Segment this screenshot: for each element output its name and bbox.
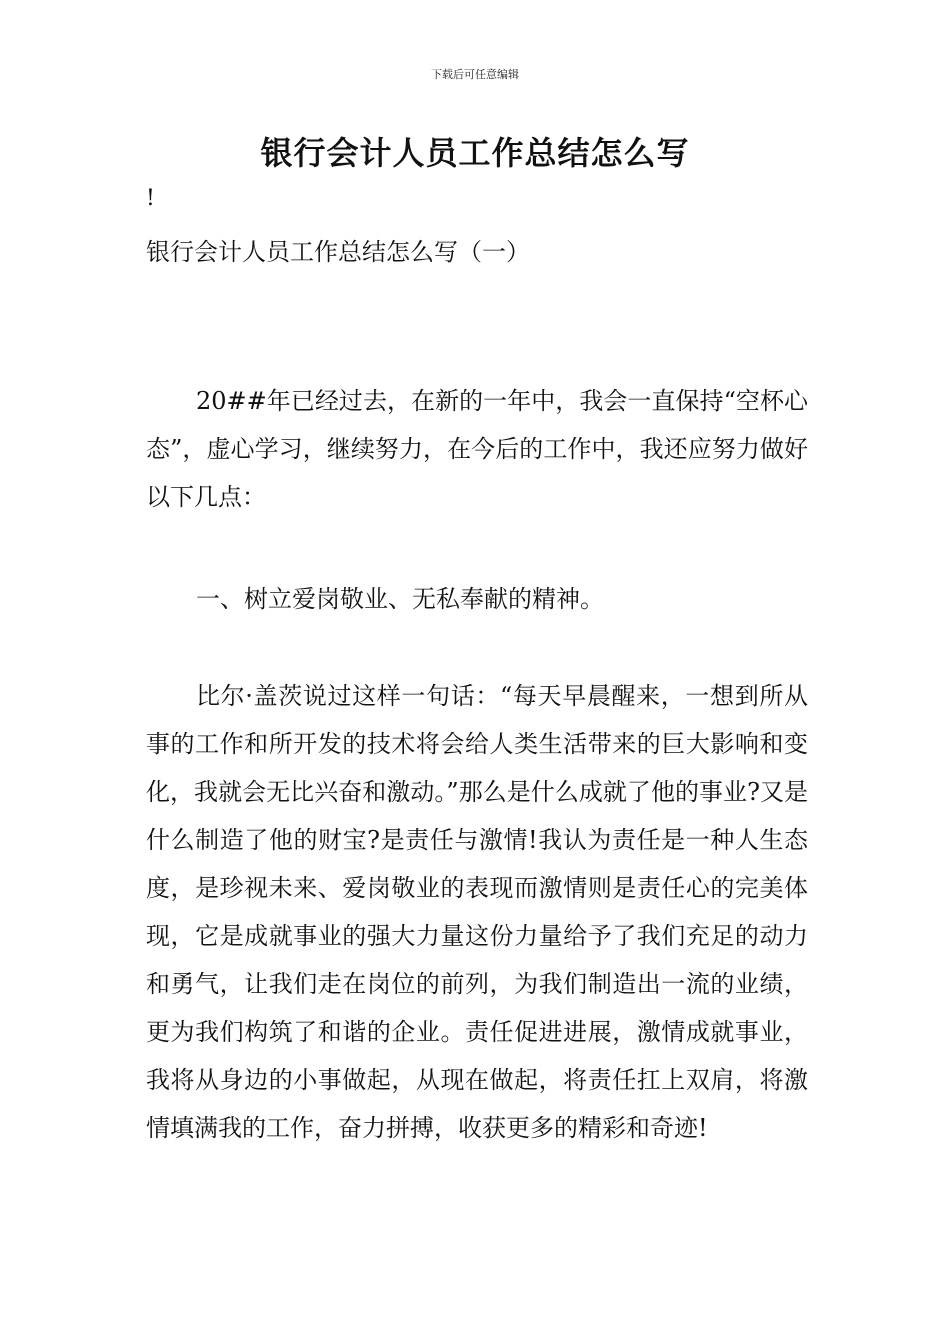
paragraph-heading-1: 一、树立爱岗敬业、无私奉献的精神。 <box>196 585 604 613</box>
paragraph-intro: 20##年已经过去，在新的一年中，我会一直保持“空杯心态”，虚心学习，继续努力，在今后的工作中，我还应努力做好以下几点： <box>146 387 808 511</box>
paragraph-body-1: 比尔·盖茨说过这样一句话：“每天早晨醒来，一想到所从事的工作和所开发的技术将会给人类生活带来的巨大影响和变化，我就会无比兴奋和激动。”那么是什么成就了他的事业?又是什么制造了他的财宝?是责任与激情!我认为责任是一种人生态度，是珍视未来、爱岗敬业的表现而激情则是责任心的完美体现，它是成就事业的强大力量这份力量给予了我们充足的动力和勇气，让我们走在岗位的前列，为我们制造出一流的业绩，更为我们构筑了和谐的企业。责任促进进展，激情成就事业，我将从身边的小事做起，从现在做起，将责任扛上双肩，将激情填满我的工作，奋力拼搏，收获更多的精彩和奇迹! <box>146 682 808 1142</box>
header-note: 下载后可任意编辑 <box>431 68 519 81</box>
exclamation-mark: ! <box>146 186 155 211</box>
document-subtitle: 银行会计人员工作总结怎么写（一） <box>146 238 530 266</box>
document-title: 银行会计人员工作总结怎么写 <box>260 134 690 172</box>
